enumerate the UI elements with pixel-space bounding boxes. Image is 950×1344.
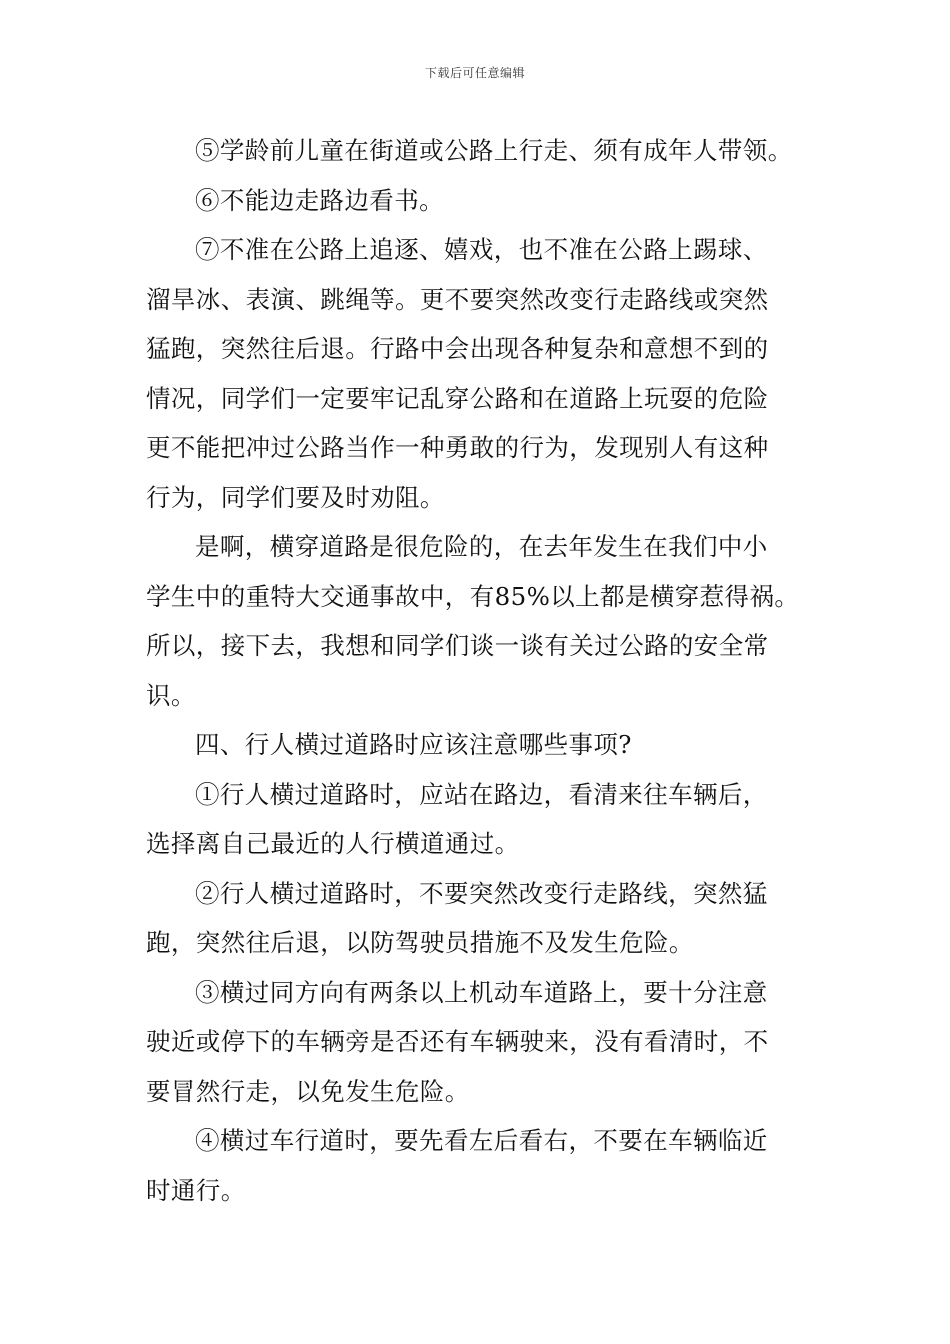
text-line: 情况，同学们一定要牢记乱穿公路和在道路上玩耍的危险 xyxy=(146,383,769,413)
text-line: 跑，突然往后退，以防驾驶员措施不及发生危险。 xyxy=(146,928,694,957)
text-line: ③横过同方向有两条以上机动车道路上，要十分注意 xyxy=(195,977,768,1007)
text-line: 时通行。 xyxy=(146,1175,246,1205)
text-line: 驶近或停下的车辆旁是否还有车辆驶来，没有看清时，不 xyxy=(146,1027,769,1056)
text-line: 猛跑，突然往后退。行路中会出现各种复杂和意想不到的 xyxy=(146,334,769,363)
text-line: 选择离自己最近的人行横道通过。 xyxy=(146,829,520,858)
text-line: 行为，同学们要及时劝阻。 xyxy=(146,482,445,512)
text-line: 溜旱冰、表演、跳绳等。更不要突然改变行走路线或突然 xyxy=(146,284,769,314)
text-line: 是啊，横穿道路是很危险的，在去年发生在我们中小 xyxy=(195,532,768,561)
text-line: ⑤学龄前儿童在街道或公路上行走、须有成年人带领。 xyxy=(195,136,793,165)
section-heading: 四、行人横过道路时应该注意哪些事项? xyxy=(195,730,632,759)
document-body xyxy=(146,126,811,1215)
text-line: 更不能把冲过公路当作一种勇敢的行为，发现别人有这种 xyxy=(146,433,769,462)
text-line: ①行人横过道路时，应站在路边，看清来往车辆后， xyxy=(195,779,768,809)
text-line: ②行人横过道路时，不要突然改变行走路线，突然猛 xyxy=(195,878,768,908)
text-line: 识。 xyxy=(146,680,196,710)
text-line: ⑦不准在公路上追逐、嬉戏，也不准在公路上踢球、 xyxy=(195,235,768,264)
text-line: ④横过车行道时，要先看左后看右，不要在车辆临近 xyxy=(195,1126,768,1155)
page-header: 下载后可任意编辑 xyxy=(424,66,525,80)
text-line: 要冒然行走，以免发生危险。 xyxy=(146,1076,470,1106)
text-line: 所以，接下去，我想和同学们谈一谈有关过公路的安全常 xyxy=(146,631,769,660)
text-line: 学生中的重特大交通事故中，有85%以上都是横穿惹得祸。 xyxy=(146,581,800,611)
text-line: ⑥不能边走路边看书。 xyxy=(195,185,444,215)
